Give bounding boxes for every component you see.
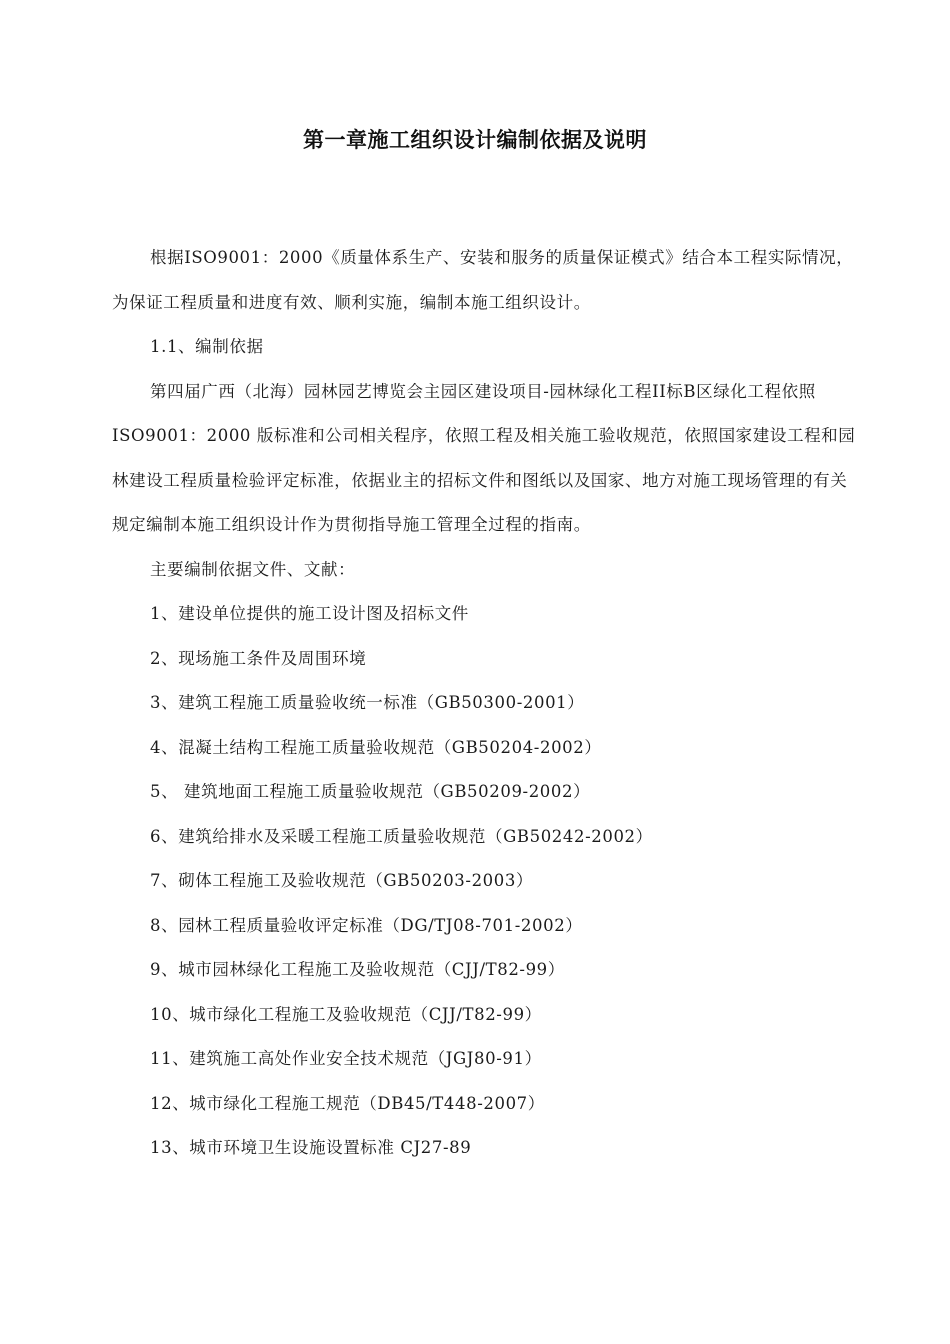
list-item: 3、建筑工程施工质量验收统一标准（GB50300-2001） bbox=[150, 693, 585, 712]
chapter-title: 第一章施工组织设计编制依据及说明 bbox=[303, 128, 647, 152]
list-item: 2、现场施工条件及周围环境 bbox=[150, 648, 367, 668]
intro-paragraph: 根据ISO9001：2000《质量体系生产、安装和服务的质量保证模式》结合本工程实际情况，为保证工程质量和进度有效、顺利实施，编制本施工组织设计。 bbox=[112, 248, 854, 312]
list-item: 12、城市绿化工程施工规范（DB45/T448-2007） bbox=[150, 1093, 545, 1113]
list-item: 7、砌体工程施工及验收规范（GB50203-2003） bbox=[150, 871, 534, 890]
list-item: 5、 建筑地面工程施工质量验收规范（GB50209-2002） bbox=[150, 782, 591, 801]
list-heading: 主要编制依据文件、文献： bbox=[150, 559, 356, 579]
document-body bbox=[112, 236, 862, 1171]
list-item: 1、建设单位提供的施工设计图及招标文件 bbox=[150, 604, 469, 623]
section-paragraph: 第四届广西（北海）园林园艺博览会主园区建设项目-园林绿化工程II标B区绿化工程依照ISO9001：2000 版标准和公司相关程序，依照工程及相关施工验收规范，依照国家建设工程和园林建设工程质量检验评定标准，依据业主的招标文件和图纸以及国家、地方对施工现场管理的有关规定编制本施工组织设计作为贯彻指导施工管理全过程的指南。 bbox=[112, 381, 856, 534]
list-item: 6、建筑给排水及采暖工程施工质量验收规范（GB50242-2002） bbox=[150, 826, 653, 846]
list-item: 8、园林工程质量验收评定标准（DG/TJ08-701-2002） bbox=[150, 915, 583, 935]
list-item: 4、混凝土结构工程施工质量验收规范（GB50204-2002） bbox=[150, 737, 602, 757]
list-item: 13、城市环境卫生设施设置标准 CJ27-89 bbox=[150, 1138, 472, 1157]
section-heading: 1.1、编制依据 bbox=[150, 337, 264, 356]
list-item: 11、建筑施工高处作业安全技术规范（JGJ80-91） bbox=[150, 1049, 542, 1068]
list-item: 10、城市绿化工程施工及验收规范（CJJ/T82-99） bbox=[150, 1004, 542, 1024]
list-item: 9、城市园林绿化工程施工及验收规范（CJJ/T82-99） bbox=[150, 960, 565, 979]
